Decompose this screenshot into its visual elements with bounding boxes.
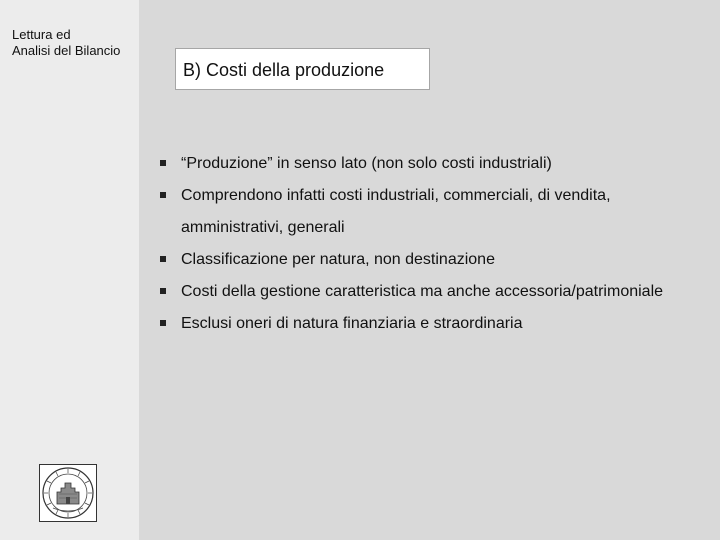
course-title-line-1: Lettura ed	[12, 27, 71, 42]
slide-title-box	[175, 48, 430, 90]
course-title	[12, 27, 120, 59]
list-item	[158, 180, 703, 244]
slide-title: B) Costi della produzione	[183, 59, 385, 80]
bullet-text: Comprendono infatti costi industriali, commerciali, di vendita, amministrativi, generali	[181, 187, 611, 236]
bullet-marker	[160, 192, 166, 198]
bullet-list	[158, 148, 703, 340]
bullet-marker	[160, 320, 166, 326]
sidebar	[0, 0, 139, 540]
list-item	[158, 244, 703, 276]
course-title-line-2: Analisi del Bilancio	[12, 43, 121, 58]
bullet-text: Classificazione per natura, non destinazione	[181, 251, 495, 268]
bullet-text: “Produzione” in senso lato (non solo costi industriali)	[181, 155, 552, 172]
university-seal-icon	[39, 464, 97, 522]
list-item	[158, 308, 703, 340]
bullet-marker	[160, 288, 166, 294]
bullet-text: Esclusi oneri di natura finanziaria e straordinaria	[181, 315, 523, 332]
list-item	[158, 148, 703, 180]
bullet-marker	[160, 160, 166, 166]
bullet-text: Costi della gestione caratteristica ma anche accessoria/patrimoniale	[181, 283, 664, 300]
bullet-marker	[160, 256, 166, 262]
list-item	[158, 276, 703, 308]
